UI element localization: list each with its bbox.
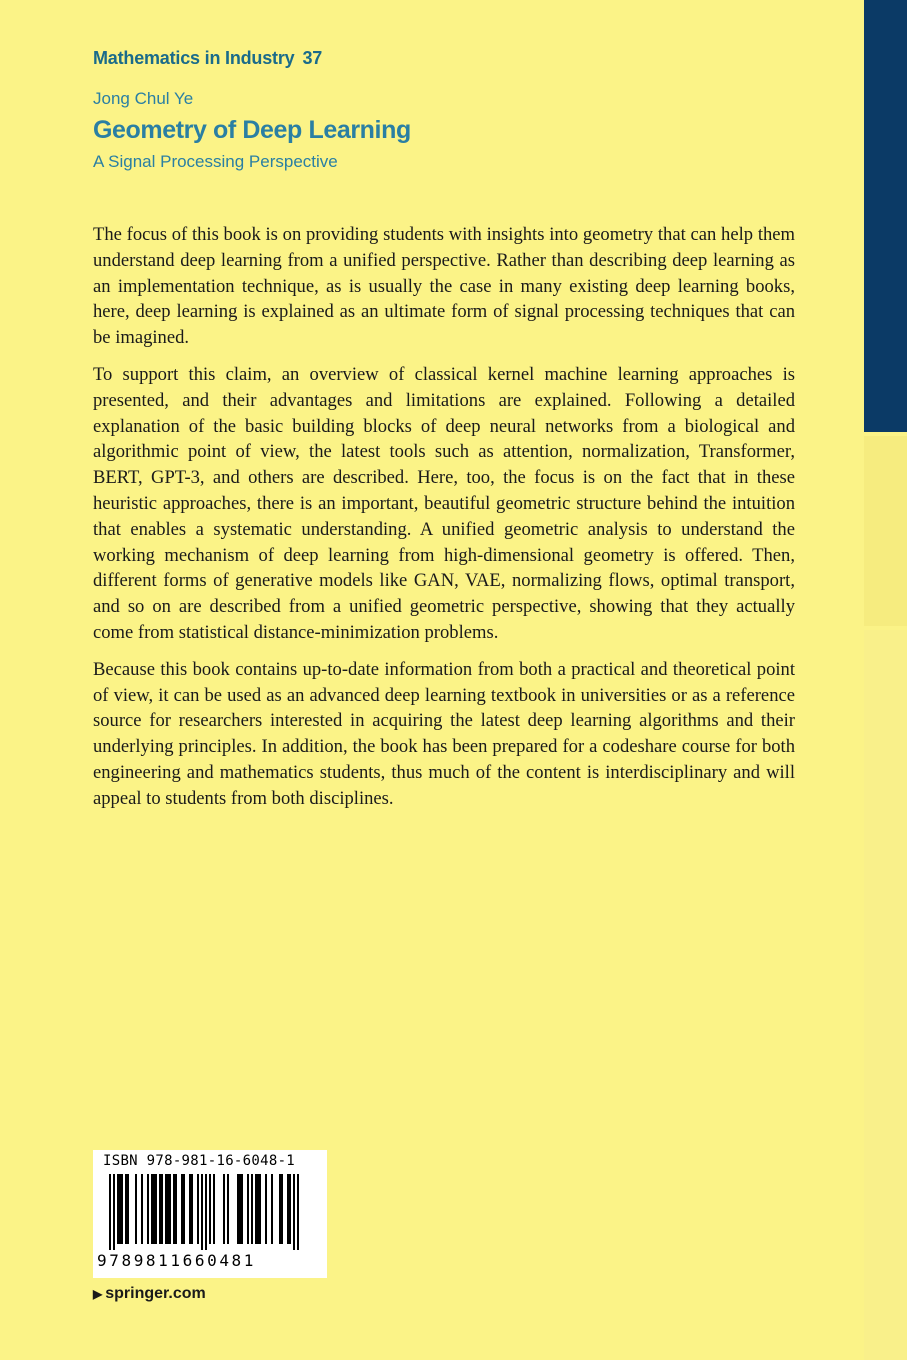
publisher-url: springer.com bbox=[105, 1285, 206, 1302]
spine-band-lower bbox=[864, 630, 907, 1360]
barcode-bar bbox=[169, 1174, 171, 1244]
book-title: Geometry of Deep Learning bbox=[93, 116, 411, 144]
barcode-bar bbox=[271, 1174, 273, 1244]
barcode-bar bbox=[287, 1174, 289, 1244]
author-name: Jong Chul Ye bbox=[93, 89, 194, 108]
series-number: 37 bbox=[302, 48, 323, 68]
blurb-paragraph: The focus of this book is on providing students with insights into geometry that can help them understand deep learning from a unified perspective. Rather than describing deep learning as an implementation technique, as is usually the case in many existing deep learning books, here, deep learning is explained as an ultimate form of signal processing techniques that can be imagined. bbox=[93, 224, 795, 349]
barcode-bar bbox=[173, 1174, 175, 1244]
barcode-bar bbox=[121, 1174, 123, 1244]
barcode-bar bbox=[257, 1174, 259, 1244]
barcode-box bbox=[93, 1150, 327, 1278]
barcode-bar bbox=[183, 1174, 185, 1244]
barcode-bar bbox=[113, 1174, 115, 1250]
barcode-bar bbox=[119, 1174, 121, 1244]
barcode-bar bbox=[153, 1174, 155, 1244]
ean-digits: 9789811660481 bbox=[97, 1251, 257, 1270]
barcode-bar bbox=[289, 1174, 291, 1244]
barcode-bar bbox=[255, 1174, 257, 1244]
barcode-bar bbox=[165, 1174, 167, 1244]
blurb bbox=[93, 222, 795, 823]
barcode-bar bbox=[159, 1174, 161, 1244]
barcode-bar bbox=[125, 1174, 127, 1244]
barcode-bar bbox=[297, 1174, 299, 1250]
barcode-bar bbox=[213, 1174, 215, 1244]
triangle-right-icon: ▶ bbox=[93, 1287, 103, 1301]
blurb-paragraph: Because this book contains up-to-date information from both a practical and theoretical point of view, it can be used as an advanced deep learning textbook in universities or as a reference source for researchers interested in acquiring the latest deep learning algorithms and their underlying principles. In addition, the book has been prepared for a codeshare course for both engineering and mathematics students, thus much of the content is interdisciplinary and will appeal to students from both disciplines. bbox=[93, 658, 795, 809]
spine-band-light bbox=[864, 436, 907, 626]
barcode-bar bbox=[127, 1174, 129, 1244]
barcode-bar bbox=[227, 1174, 229, 1244]
barcode-bar bbox=[237, 1174, 239, 1244]
barcode-bar bbox=[167, 1174, 169, 1244]
barcode-bar bbox=[265, 1174, 267, 1244]
barcode-bar bbox=[181, 1174, 183, 1244]
barcode-bar bbox=[251, 1174, 253, 1244]
barcode-bar bbox=[151, 1174, 153, 1244]
barcode-bar bbox=[209, 1174, 211, 1244]
series-line bbox=[93, 48, 322, 69]
isbn-label: ISBN 978-981-16-6048-1 bbox=[103, 1153, 296, 1169]
barcode-bar bbox=[175, 1174, 177, 1244]
barcode-bar bbox=[281, 1174, 283, 1244]
barcode-bars bbox=[109, 1174, 311, 1250]
barcode-bar bbox=[247, 1174, 249, 1244]
barcode-bar bbox=[117, 1174, 119, 1244]
barcode-bar bbox=[197, 1174, 199, 1244]
barcode-bar bbox=[223, 1174, 225, 1244]
book-subtitle: A Signal Processing Perspective bbox=[93, 152, 338, 171]
barcode-bar bbox=[201, 1174, 203, 1250]
barcode-bar bbox=[147, 1174, 149, 1244]
barcode-bar bbox=[135, 1174, 137, 1244]
barcode-bar bbox=[189, 1174, 191, 1244]
blurb-paragraph: To support this claim, an overview of classical kernel machine learning approaches is presented, and their advantages and limitations are explained. Following a detailed explanation of the basic building blocks of deep neural networks from a biological and algorithmic point of view, the latest tools such as attention, normalization, Transformer, BERT, GPT-3, and others are described. Here, too, the focus is on the fact that in these heuristic approaches, there is an important, beautiful geometric structure behind the intuition that enables a systematic understanding. A unified geometric analysis to understand the working mechanism of deep learning from high-dimensional geometry is offered. Then, different forms of generative models like GAN, VAE, normalizing flows, optimal transport, and so on are described from a unified geometric perspective, showing that they actually come from statistical distance-minimization problems. bbox=[93, 363, 795, 643]
barcode-bar bbox=[239, 1174, 241, 1244]
barcode-bar bbox=[161, 1174, 163, 1244]
barcode-bar bbox=[109, 1174, 111, 1250]
barcode-bar bbox=[191, 1174, 193, 1244]
series-name: Mathematics in Industry bbox=[93, 48, 295, 68]
publisher-link[interactable] bbox=[93, 1285, 206, 1303]
barcode-bar bbox=[241, 1174, 243, 1244]
barcode-bar bbox=[141, 1174, 143, 1244]
barcode-bar bbox=[279, 1174, 281, 1244]
spine-band-navy bbox=[864, 0, 907, 432]
barcode-bar bbox=[205, 1174, 207, 1250]
barcode-bar bbox=[293, 1174, 295, 1250]
barcode-bar bbox=[259, 1174, 261, 1244]
barcode-bar bbox=[155, 1174, 157, 1244]
